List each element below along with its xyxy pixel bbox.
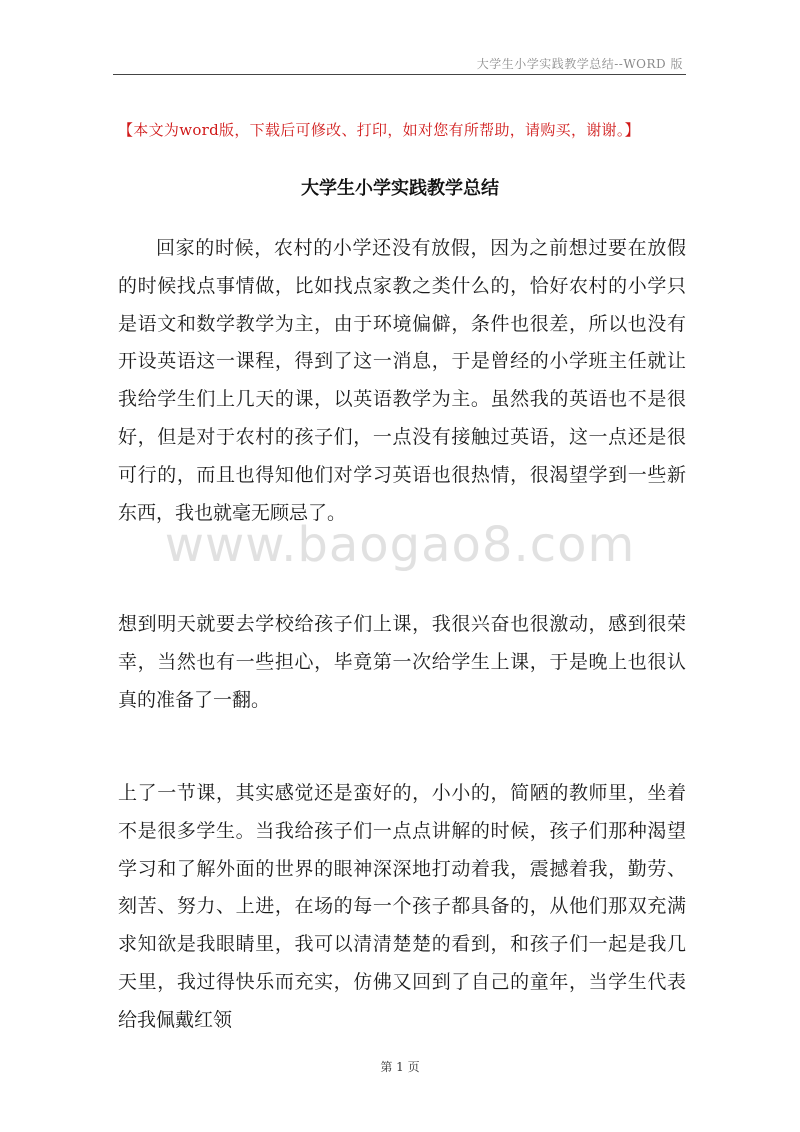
body-paragraph-3: 上了一节课，其实感觉还是蛮好的，小小的，简陋的教师里，坐着不是很多学生。当我给孩子们一点点讲解的时候，孩子们那种渴望学习和了解外面的世界的眼神深深地打动着我，震撼着我，勤劳、刻苦、努力、上进，在场的每一个孩子都具备的，从他们那双充满求知欲是我眼睛里，我可以清清楚楚的看到，和孩子们一起是我几天里，我过得快乐而充实，仿佛又回到了自己的童年，当学生代表给我佩戴红领 xyxy=(118,782,686,1031)
body-paragraph-1: 回家的时候，农村的小学还没有放假，因为之前想过要在放假的时候找点事情做，比如找点家教之类什么的，恰好农村的小学只是语文和数学教学为主，由于环境偏僻，条件也很差，所以也没有开设英语这一课程，得到了这一消息，于是曾经的小学班主任就让我给学生们上几天的课，以英语教学为主。虽然我的英语也不是很好，但是对于农村的孩子们，一点没有接触过英语，这一点还是很可行的，而且也得知他们对学习英语也很热情，很渴望学到一些新东西，我也就毫无顾忌了。 xyxy=(118,237,686,524)
document-title: 大学生小学实践教学总结 xyxy=(301,178,499,199)
body-paragraph-2: 想到明天就要去学校给孩子们上课，我很兴奋也很激动，感到很荣幸，当然也有一些担心，毕竟第一次给学生上课，于是晚上也很认真的准备了一翻。 xyxy=(118,613,686,711)
header-divider xyxy=(113,74,686,75)
page-number: 第 1 页 xyxy=(380,1060,420,1074)
watermark: www.baogao8.com xyxy=(164,517,636,573)
running-header: 大学生小学实践教学总结--WORD 版 xyxy=(476,57,683,71)
download-notice: 【本文为word版，下载后可修改、打印，如对您有所帮助，请购买，谢谢。】 xyxy=(118,121,640,139)
